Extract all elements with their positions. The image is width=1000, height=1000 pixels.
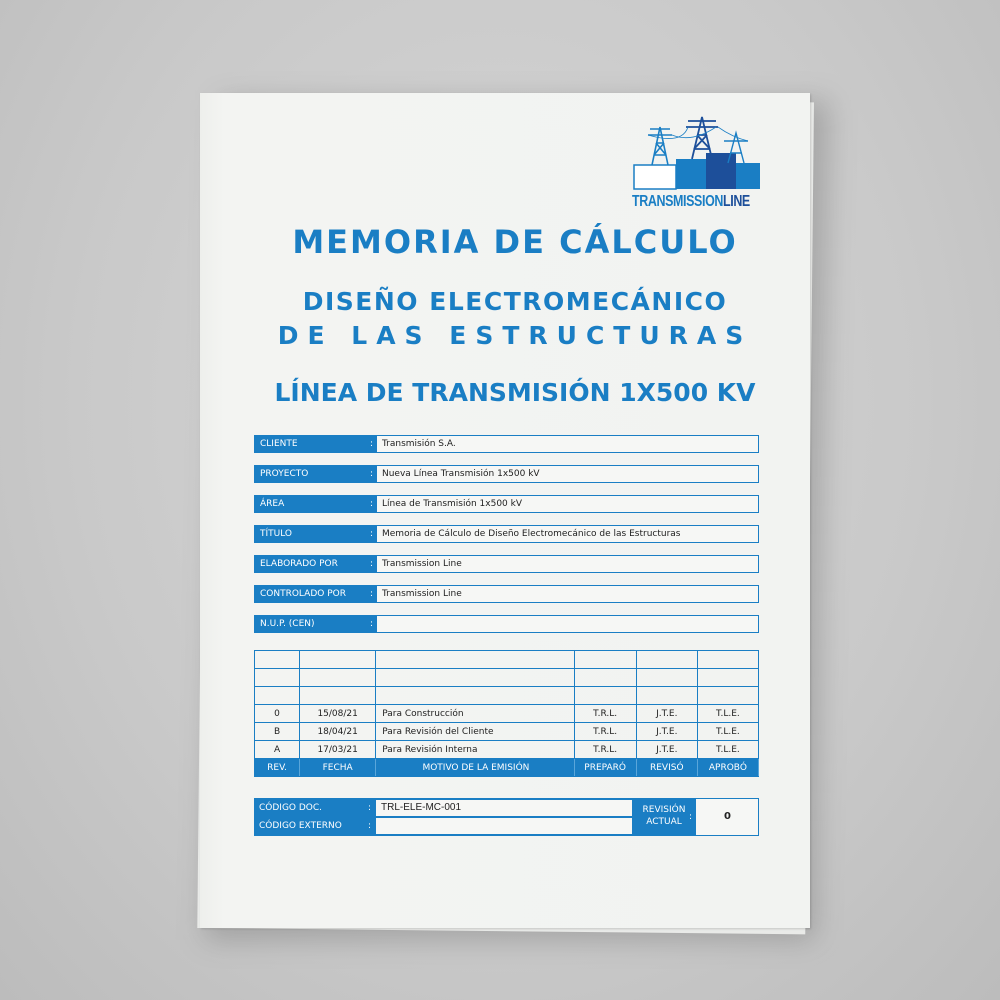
header-motivo: MOTIVO DE LA EMISIÓN xyxy=(376,759,574,777)
field-label xyxy=(255,586,377,602)
field-proyecto xyxy=(254,465,759,483)
field-label-text: CLIENTE xyxy=(260,439,298,449)
reviso-cell: J.T.E. xyxy=(636,705,697,723)
header-fecha: FECHA xyxy=(300,759,376,777)
codigo-doc-label-text: CÓDIGO DOC. xyxy=(259,803,323,813)
field-value: Transmission Line xyxy=(382,589,462,599)
field-label xyxy=(255,466,377,482)
field-nup xyxy=(254,615,759,633)
table-cell xyxy=(376,669,574,687)
field-value: Línea de Transmisión 1x500 kV xyxy=(382,499,523,509)
preparo-cell: T.R.L. xyxy=(574,723,636,741)
field-value: Transmission Line xyxy=(382,559,462,569)
table-row xyxy=(255,723,759,741)
reviso-cell: J.T.E. xyxy=(636,723,697,741)
revision-actual-value: 0 xyxy=(695,799,759,835)
subtitle-line1: DISEÑO ELECTROMECÁNICO xyxy=(302,287,728,316)
codigo-externo-label xyxy=(255,817,375,835)
company-logo xyxy=(632,115,762,217)
preparo-cell: T.R.L. xyxy=(574,741,636,759)
field-label-text: PROYECTO xyxy=(260,469,309,479)
revision-actual-label xyxy=(633,799,695,835)
field-cliente xyxy=(254,435,759,453)
rev-cell: B xyxy=(255,723,300,741)
motivo-cell: Para Construcción xyxy=(376,705,574,723)
header-aprobo: APROBÓ xyxy=(697,759,758,777)
table-header-row xyxy=(255,759,759,777)
table-cell xyxy=(376,687,574,705)
field-titulo xyxy=(254,525,759,543)
table-cell xyxy=(636,651,697,669)
table-row xyxy=(255,741,759,759)
field-value: Memoria de Cálculo de Diseño Electromecánico de las Estructuras xyxy=(382,529,681,539)
document-cover xyxy=(200,93,810,928)
colon: : xyxy=(369,499,373,509)
table-cell xyxy=(574,651,636,669)
subtitle-line2: DE LAS ESTRUCTURAS xyxy=(277,321,753,350)
table-row-empty xyxy=(255,687,759,705)
logo-text-part2: LINE xyxy=(723,193,750,210)
field-label-text: ELABORADO POR xyxy=(260,559,338,569)
table-cell xyxy=(300,651,376,669)
table-cell xyxy=(697,687,758,705)
codigo-doc-label xyxy=(255,799,375,817)
field-label xyxy=(255,436,377,452)
aprobo-cell: T.L.E. xyxy=(697,723,758,741)
rev-cell: A xyxy=(255,741,300,759)
header-rev: REV. xyxy=(255,759,300,777)
field-label-text: N.U.P. (CEN) xyxy=(260,619,315,629)
revision-actual-line2: ACTUAL xyxy=(646,817,682,827)
revision-table xyxy=(254,650,759,777)
table-cell xyxy=(300,687,376,705)
table-cell xyxy=(255,669,300,687)
table-cell xyxy=(300,669,376,687)
field-label xyxy=(255,556,377,572)
rev-cell: 0 xyxy=(255,705,300,723)
date-cell: 15/08/21 xyxy=(300,705,376,723)
date-cell: 17/03/21 xyxy=(300,741,376,759)
header-preparo: PREPARÓ xyxy=(574,759,636,777)
field-label xyxy=(255,526,377,542)
table-cell xyxy=(636,687,697,705)
colon: : xyxy=(369,529,373,539)
table-row-empty xyxy=(255,669,759,687)
logo-text-part1: TRANSMISSION xyxy=(632,193,724,210)
field-area xyxy=(254,495,759,513)
header-reviso: REVISÓ xyxy=(636,759,697,777)
table-cell xyxy=(574,669,636,687)
motivo-cell: Para Revisión Interna xyxy=(376,741,574,759)
code-block xyxy=(254,798,759,836)
reviso-cell: J.T.E. xyxy=(636,741,697,759)
colon: : xyxy=(367,803,371,813)
document-title: MEMORIA DE CÁLCULO xyxy=(292,223,738,261)
table-cell xyxy=(255,651,300,669)
table-cell xyxy=(376,651,574,669)
table-row-empty xyxy=(255,651,759,669)
field-value: Transmisión S.A. xyxy=(382,439,456,449)
colon: : xyxy=(369,619,373,629)
aprobo-cell: T.L.E. xyxy=(697,741,758,759)
colon: : xyxy=(369,559,373,569)
date-cell: 18/04/21 xyxy=(300,723,376,741)
aprobo-cell: T.L.E. xyxy=(697,705,758,723)
colon: : xyxy=(367,821,371,831)
table-cell xyxy=(697,651,758,669)
table-cell xyxy=(697,669,758,687)
line-title: LÍNEA DE TRANSMISIÓN 1X500 KV xyxy=(274,378,756,407)
field-label-text: TÍTULO xyxy=(260,529,293,539)
codigo-externo-label-text: CÓDIGO EXTERNO xyxy=(259,821,342,831)
revision-actual-line1: REVISIÓN xyxy=(642,805,686,815)
codigo-doc-value: TRL-ELE-MC-001 xyxy=(375,799,633,817)
colon: : xyxy=(688,812,692,822)
transmission-tower-icon xyxy=(632,115,762,195)
field-label xyxy=(255,496,377,512)
field-label xyxy=(255,616,377,632)
preparo-cell: T.R.L. xyxy=(574,705,636,723)
field-label-text: CONTROLADO POR xyxy=(260,589,346,599)
field-controlado-por xyxy=(254,585,759,603)
table-cell xyxy=(636,669,697,687)
table-row xyxy=(255,705,759,723)
table-cell xyxy=(255,687,300,705)
colon: : xyxy=(369,439,373,449)
field-label-text: ÁREA xyxy=(260,499,285,509)
motivo-cell: Para Revisión del Cliente xyxy=(376,723,574,741)
field-elaborado-por xyxy=(254,555,759,573)
colon: : xyxy=(369,469,373,479)
codigo-externo-value xyxy=(375,817,633,835)
field-value: Nueva Línea Transmisión 1x500 kV xyxy=(382,469,540,479)
table-cell xyxy=(574,687,636,705)
logo-wordmark xyxy=(632,193,750,211)
field-value xyxy=(377,616,758,632)
colon: : xyxy=(369,589,373,599)
